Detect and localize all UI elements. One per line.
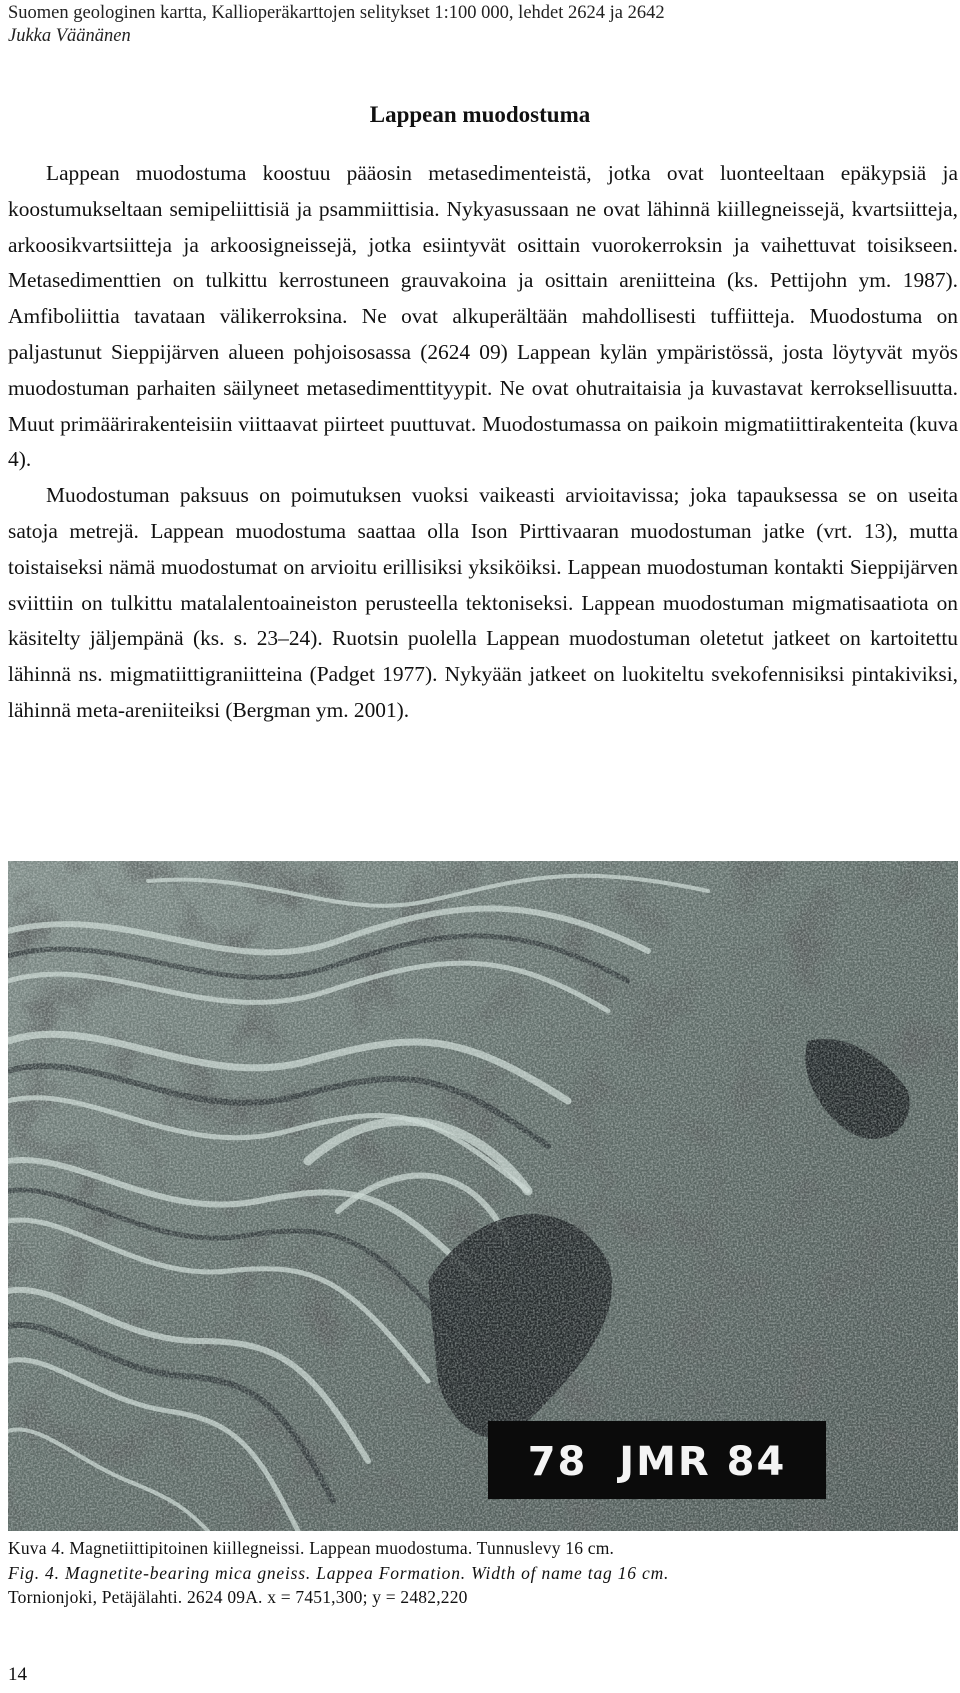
caption-english: Fig. 4. Magnetite-bearing mica gneiss. Lappea Formation. Width of name tag 16 cm. — [8, 1562, 670, 1583]
paragraph-2: Muodostuman paksuus on poimutuksen vuoksi vaikeasti arvioitavissa; joka tapauksessa se on useita satoja metrejä. Lappean muodostuma saattaa olla Ison Pirttivaaran muodostuman jatke (vrt. 13), mutta toistaiseksi nämä muodostumat on arvioitu erillisiksi yksiköiksi. Lappean muodostuman kontakti Sieppijärven sviittiin on tulkittu matalalentoaineiston perusteella tektoniseksi. Lappean muodostuman migmatisaatiota on käsitelty jäljempänä (ks. s. 23–24). Ruotsin puolella Lappean muodostuman oletetut jatkeet on kartoitettu lähinnä ns. migmatiittigraniitteina (Padget 1977). Nykyään jatkeet on luokiteltu svekofennisiksi pintakiviksi, lähinnä meta-areniiteiksi (Bergman ym. 2001). — [8, 483, 958, 722]
paragraph-1: Lappean muodostuma koostuu pääosin metasedimenteistä, jotka ovat luonteeltaan epäkypsiä ja koostumukseltaan semipeliittisiä ja psammiittisia. Nykyasussaan ne ovat lähinnä kiillegneissejä, kvartsiitteja, arkoosikvartsiitteja ja arkoosigneissejä, jotka esiintyvät osittain vuorokerroksin ja vaihettuvat toisikseen. Metasedimenttien on tulkittu kerrostuneen grauvakoina ja osittain areniitteina (ks. Pettijohn ym. 1987). Amfiboliittia tavataan välikerroksina. Ne ovat alkuperältään mahdollisesti tuffiitteja. Muodostuma on paljastunut Sieppijärven alueen pohjoisosassa (2624 09) Lappean kylän ympäristössä, josta löytyvät myös muodostuman parhaiten säilyneet metasedimenttityypit. Ne ovat ohutraitaisia ja kuvastavat kerroksellisuutta. Muut primäärirakenteisiin viittaavat piirteet puuttuvat. Muodostumassa on paikoin migmatiittirakenteita (kuva 4). — [8, 161, 958, 472]
series-title: Suomen geologinen kartta, Kallioperäkarttojen selitykset 1:100 000, lehdet 2624 ja 2642 — [8, 3, 665, 23]
caption-finnish: Kuva 4. Magnetiittipitoinen kiillegneissi. Lappean muodostuma. Tunnuslevy 16 cm. — [8, 1538, 615, 1558]
body-text — [8, 156, 958, 729]
caption-location: Tornionjoki, Petäjälahti. 2624 09A. x = 7451,300; y = 2482,220 — [8, 1587, 468, 1607]
page-number: 14 — [8, 1664, 27, 1685]
figure-photo — [8, 861, 958, 1531]
rock-photo — [8, 861, 958, 1531]
name-tag-text: 78 JMR 84 — [527, 1439, 787, 1485]
author-name: Jukka Väänänen — [8, 26, 131, 46]
section-title: Lappean muodostuma — [369, 102, 591, 127]
name-tag — [488, 1421, 826, 1499]
running-head — [8, 2, 665, 48]
figure-caption — [8, 1536, 958, 1610]
